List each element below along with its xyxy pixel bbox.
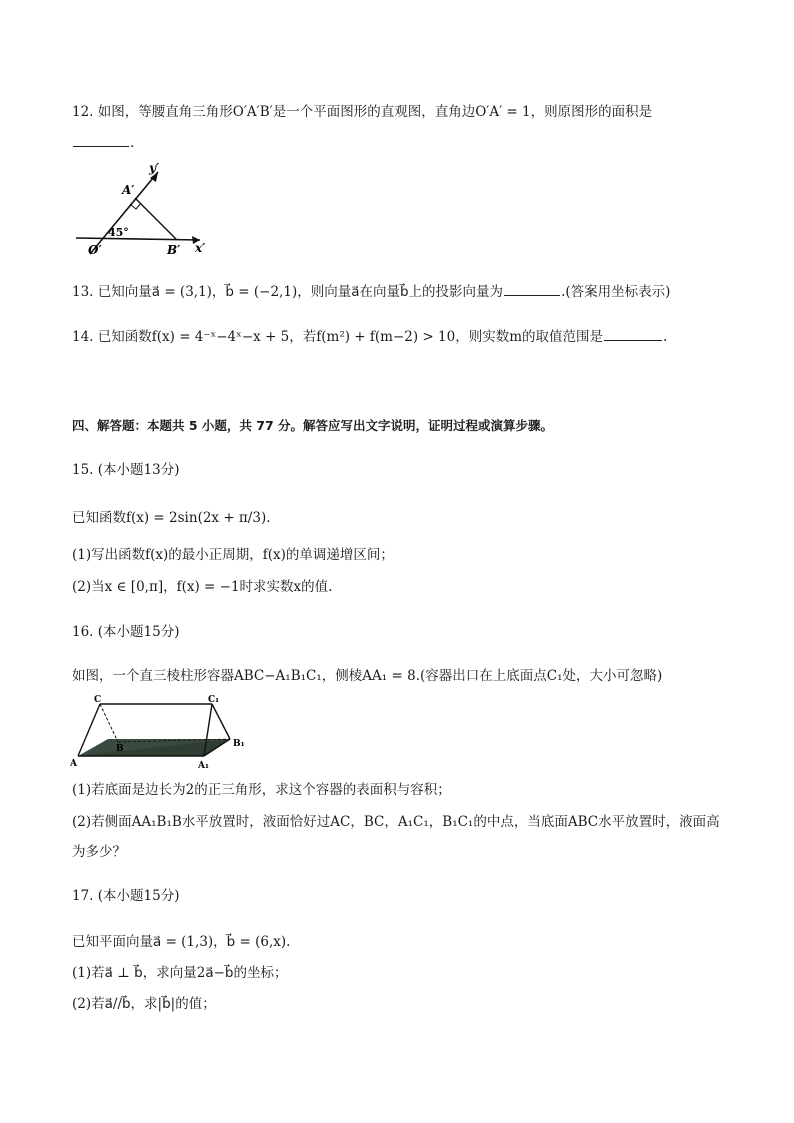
q12-label-b: B′ xyxy=(167,243,181,257)
q16-stem: 如图，一个直三棱柱形容器ABC−A₁B₁C₁，侧棱AA₁ = 8.(容器出口在上底面点C₁处，大小可忽略) xyxy=(72,668,663,684)
q16-label-a: A xyxy=(70,759,77,769)
q12-answer-line xyxy=(72,132,134,153)
q16-part2-line1: (2)若侧面AA₁B₁B水平放置时，液面恰好过AC，BC，A₁C₁，B₁C₁的中点，当底面ABC水平放置时，液面高 xyxy=(72,814,720,830)
q12-label-a: A′ xyxy=(122,183,135,197)
q15-part1: (1)写出函数f(x)的最小正周期，f(x)的单调递增区间； xyxy=(72,547,394,563)
q17-part2: (2)若a⃗//b⃗，求|b⃗|的值； xyxy=(72,996,216,1012)
q12-statement: 12. 如图，等腰直角三角形O′A′B′是一个平面图形的直观图，直角边O′A′ = 1，则原图形的面积是 xyxy=(72,104,653,120)
q12-text xyxy=(72,102,652,122)
q16-figure xyxy=(70,694,260,770)
section-heading: 四、解答题：本题共 5 小题，共 77 分。解答应写出文字说明，证明过程或演算步骤。 xyxy=(72,418,554,433)
q16-label-b1: B₁ xyxy=(233,739,245,749)
q12-label-x: x′ xyxy=(195,241,206,255)
q12-label-y: y′ xyxy=(149,161,160,175)
q14-tail: . xyxy=(663,329,668,345)
q17-part1: (1)若a⃗ ⊥ b⃗，求向量2a⃗−b⃗的坐标； xyxy=(72,965,288,981)
q13-tail: .(答案用坐标表示) xyxy=(561,284,671,300)
q15-part2: (2)当x ∈ [0,π]，f(x) = −1时求实数x的值. xyxy=(72,579,333,595)
q14-statement: 14. 已知函数f(x) = 4⁻ˣ−4ˣ−x + 5，若f(m²) + f(m−2) > 10，则实数m的取值范围是 xyxy=(72,329,604,345)
q17-head: 17. (本小题15分) xyxy=(72,888,180,904)
q13-answer-blank[interactable] xyxy=(504,281,560,296)
q13-statement: 13. 已知向量a⃗ = (3,1)，b⃗ = (−2,1)，则向量a⃗在向量b⃗上的投影向量为 xyxy=(72,284,504,300)
q16-part2-line2: 为多少？ xyxy=(72,844,126,860)
q15-head: 15. (本小题13分) xyxy=(72,462,180,478)
q12-answer-blank[interactable] xyxy=(73,132,129,147)
q12-label-o: O′ xyxy=(88,243,102,257)
q13-text xyxy=(72,281,670,302)
q16-part1: (1)若底面是边长为2的正三角形，求这个容器的表面积与容积； xyxy=(72,782,451,798)
q16-head: 16. (本小题15分) xyxy=(72,624,180,640)
q16-label-c1: C₁ xyxy=(208,695,220,705)
q12-tail: . xyxy=(130,135,135,151)
q14-text xyxy=(72,326,667,347)
q14-answer-blank[interactable] xyxy=(604,326,662,341)
q16-label-b: B xyxy=(116,744,124,754)
q17-stem: 已知平面向量a⃗ = (1,3)，b⃗ = (6,x). xyxy=(72,934,291,950)
q16-label-a1: A₁ xyxy=(198,761,209,770)
q12-label-angle: 45° xyxy=(108,226,129,239)
q12-figure xyxy=(72,160,222,260)
q15-stem: 已知函数f(x) = 2sin(2x + π/3). xyxy=(72,510,271,526)
q16-label-c: C xyxy=(94,695,102,705)
